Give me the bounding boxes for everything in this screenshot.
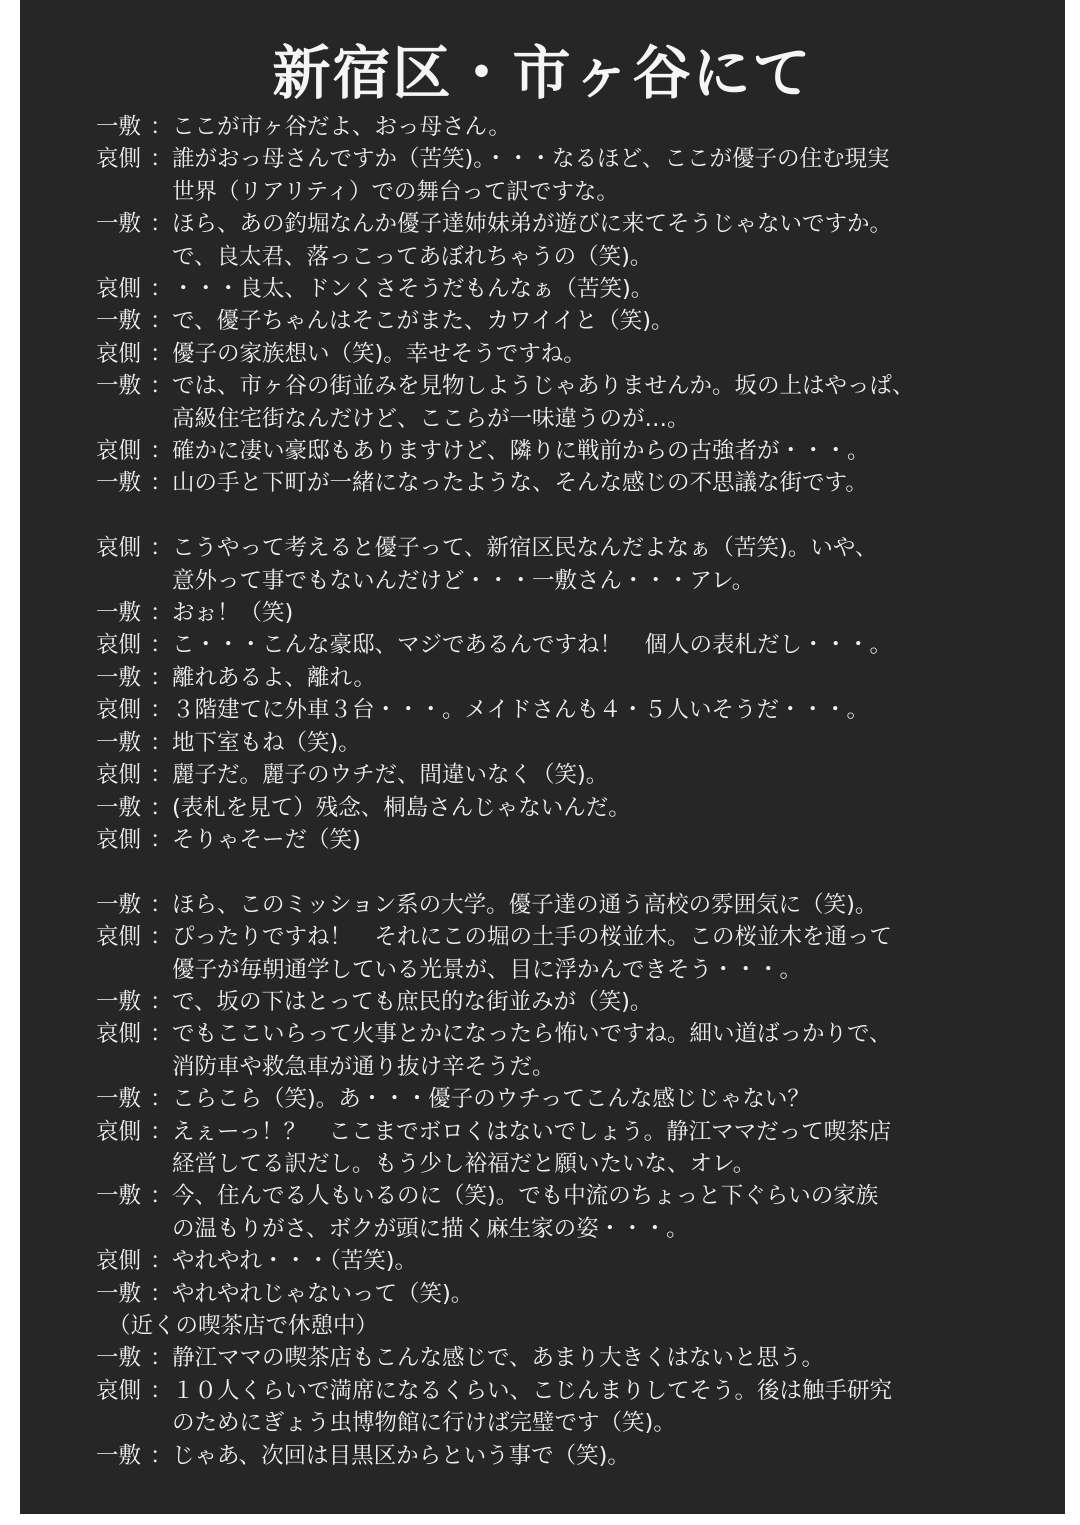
dialogue-line [96,597,1016,629]
dialogue-line [96,143,1016,175]
speaker-separator: ： [150,1118,173,1145]
speaker-name: 哀側 [96,697,142,724]
stage-note: （近くの喫茶店で休憩中） [108,1313,379,1339]
line-text: こ・・・こんな豪邸、マジであるんですね！ 個人の表札だし・・・。 [172,632,893,659]
speaker-separator: ： [150,794,173,821]
dialogue-line [96,435,1016,467]
line-text: 誰がおっ母さんですか（苦笑)。・・・なるほど、ここが優子の住む現実 [172,146,890,173]
speaker-name: 一敷 [96,729,142,756]
dialogue-line [96,1083,1016,1115]
page-title: 新宿区・市ヶ谷にて [272,39,813,107]
speaker-separator: ： [150,114,173,140]
dialogue-continuation: 経営してる訳だし。もう少し裕福だと願いたいな、オレ。 [172,1150,756,1177]
page-margin [0,1514,1080,1525]
speaker-name: 哀側 [96,276,142,303]
speaker-name: 哀側 [96,1377,142,1404]
speaker-name: 哀側 [96,1021,142,1048]
speaker-separator: ： [150,146,173,173]
line-text: で、坂の下はとっても庶民的な街並みが（笑)。 [172,988,653,1015]
speaker-name: 哀側 [96,762,142,789]
speaker-name: 一敷 [96,988,142,1015]
speaker-separator: ： [150,729,173,756]
speaker-name: 一敷 [96,470,142,497]
dialogue-line [96,208,1016,240]
line-text: 地下室もね（笑)。 [172,729,361,756]
speaker-separator: ： [150,664,173,691]
speaker-name: 哀側 [96,340,142,367]
dialogue-continuation: 消防車や救急車が通り抜け辛そうだ。 [172,1053,555,1080]
speaker-separator: ： [150,1086,173,1113]
dialogue-body [96,111,1016,1472]
line-text: そりゃそーだ（笑) [172,826,361,853]
dialogue-line [96,338,1016,370]
speaker-separator: ： [150,762,173,789]
dialogue-line [96,370,1016,402]
dialogue-line [96,467,1016,499]
line-text: 今、住んでる人もいるのに（笑)。でも中流のちょっと下ぐらいの家族 [172,1183,879,1210]
speaker-separator: ： [150,1345,173,1372]
speaker-name: 一敷 [96,1345,142,1372]
line-text: ３階建てに外車３台・・・。メイドさんも４・５人いそうだ・・・。 [172,697,870,724]
line-text: では、市ヶ谷の街並みを見物しようじゃありませんか。坂の上はやっぱ、 [172,373,915,400]
speaker-separator: ： [150,826,173,853]
dialogue-line [96,1375,1016,1407]
line-text: おぉ！（笑) [172,600,294,627]
line-text: ほら、このミッション系の大学。優子達の通う高校の雰囲気に（笑)。 [172,891,878,918]
speaker-separator: ： [150,600,173,627]
line-text: 確かに凄い豪邸もありますけど、隣りに戦前からの古強者が・・・。 [172,438,870,465]
dialogue-continuation: のためにぎょう虫博物館に行けば完璧です（笑)。 [172,1410,676,1437]
speaker-separator: ： [150,891,173,918]
speaker-name: 一敷 [96,373,142,400]
speaker-separator: ： [150,988,173,1015]
document-page [20,0,1065,1514]
speaker-name: 一敷 [96,114,142,140]
dialogue-line [96,759,1016,791]
line-text: ぴったりですね！ それにこの堀の土手の桜並木。この桜並木を通って [172,924,893,951]
line-text: 麗子だ。麗子のウチだ、間違いなく（笑)。 [172,762,609,789]
speaker-separator: ： [150,1021,173,1048]
dialogue-line [96,824,1016,856]
line-text: ほら、あの釣堀なんか優子達姉妹弟が遊びに来てそうじゃないですか。 [172,211,893,238]
dialogue-line [96,694,1016,726]
speaker-name: 哀側 [96,1248,142,1275]
paragraph-gap [96,500,1016,532]
speaker-name: 一敷 [96,308,142,335]
dialogue-line [96,792,1016,824]
line-text: やれやれ・・・（苦笑)。 [172,1248,418,1275]
dialogue-continuation: 世界（リアリティ）での舞台って訳ですな。 [172,178,619,205]
dialogue-continuation: 高級住宅街なんだけど、ここらが一味違うのが…。 [172,405,690,432]
dialogue-line [96,305,1016,337]
dialogue-line [96,1116,1016,1148]
dialogue-line [96,986,1016,1018]
dialogue-line [96,1342,1016,1374]
speaker-separator: ： [150,373,173,400]
line-text: やれやれじゃないって（笑)。 [172,1280,474,1307]
speaker-name: 哀側 [96,438,142,465]
speaker-name: 哀側 [96,632,142,659]
speaker-separator: ： [150,1442,173,1469]
dialogue-line [96,1245,1016,1277]
line-text: でもここいらって火事とかになったら怖いですね。細い道ばっかりで、 [172,1021,892,1048]
speaker-name: 一敷 [96,1280,142,1307]
speaker-separator: ： [150,1280,173,1307]
speaker-name: 哀側 [96,146,142,173]
speaker-separator: ： [150,211,173,238]
speaker-name: 一敷 [96,1183,142,1210]
dialogue-line [96,1018,1016,1050]
line-text: 静江ママの喫茶店もこんな感じで、あまり大きくはないと思う。 [172,1345,825,1372]
dialogue-line [96,662,1016,694]
speaker-separator: ： [150,276,173,303]
line-text: ・・・良太、ドンくさそうだもんなぁ（苦笑)。 [172,276,654,303]
speaker-separator: ： [150,535,173,562]
dialogue-continuation: 優子が毎朝通学している光景が、目に浮かんできそう・・・。 [172,956,803,983]
speaker-name: 一敷 [96,794,142,821]
speaker-separator: ： [150,340,173,367]
speaker-separator: ： [150,697,173,724]
dialogue-line [96,921,1016,953]
dialogue-continuation: で、良太君、落っこってあぼれちゃうの（笑)。 [172,243,653,270]
speaker-separator: ： [150,1377,173,1404]
line-text: 山の手と下町が一緒になったような、そんな感じの不思議な街です。 [172,470,868,497]
line-text: (表札を見て）残念、桐島さんじゃないんだ。 [172,794,631,821]
speaker-separator: ： [150,632,173,659]
dialogue-line [96,273,1016,305]
speaker-separator: ： [150,1183,173,1210]
speaker-name: 一敷 [96,1086,142,1113]
dialogue-line [96,1180,1016,1212]
dialogue-line [96,111,1016,143]
speaker-separator: ： [150,470,173,497]
paragraph-gap [96,856,1016,888]
dialogue-line [96,1278,1016,1310]
line-text: で、優子ちゃんはそこがまた、カワイイと（笑)。 [172,308,674,335]
speaker-name: 一敷 [96,600,142,627]
dialogue-line [96,629,1016,661]
speaker-name: 哀側 [96,924,142,951]
line-text: じゃあ、次回は目黒区からという事で（笑)。 [172,1442,630,1469]
dialogue-line [96,727,1016,759]
speaker-separator: ： [150,1248,173,1275]
speaker-name: 哀側 [96,1118,142,1145]
dialogue-line [96,1440,1016,1472]
line-text: こうやって考えると優子って、新宿区民なんだよなぁ（苦笑)。いや、 [172,535,878,562]
line-text: えぇーっ！？ ここまでボロくはないでしょう。静江ママだって喫茶店 [172,1118,892,1145]
line-text: 離れあるよ、離れ。 [172,664,376,691]
speaker-separator: ： [150,308,173,335]
speaker-separator: ： [150,438,173,465]
dialogue-continuation: の温もりがさ、ボクが頭に描く麻生家の姿・・・。 [172,1215,689,1242]
speaker-name: 哀側 [96,535,142,562]
speaker-name: 一敷 [96,891,142,918]
speaker-name: 一敷 [96,664,142,691]
speaker-name: 一敷 [96,1442,142,1469]
line-text: １０人くらいで満席になるくらい、こじんまりしてそう。後は触手研究 [172,1377,893,1404]
dialogue-line [96,532,1016,564]
line-text: こらこら（笑)。あ・・・優子のウチってこんな感じじゃない？ [172,1086,810,1113]
line-text: 優子の家族想い（笑)。幸せそうですね。 [172,340,586,367]
speaker-name: 一敷 [96,211,142,238]
speaker-separator: ： [150,924,173,951]
dialogue-continuation: 意外って事でもないんだけど・・・一敷さん・・・アレ。 [172,567,755,594]
line-text: ここが市ヶ谷だよ、おっ母さん。 [172,114,511,140]
dialogue-line [96,889,1016,921]
speaker-name: 哀側 [96,826,142,853]
